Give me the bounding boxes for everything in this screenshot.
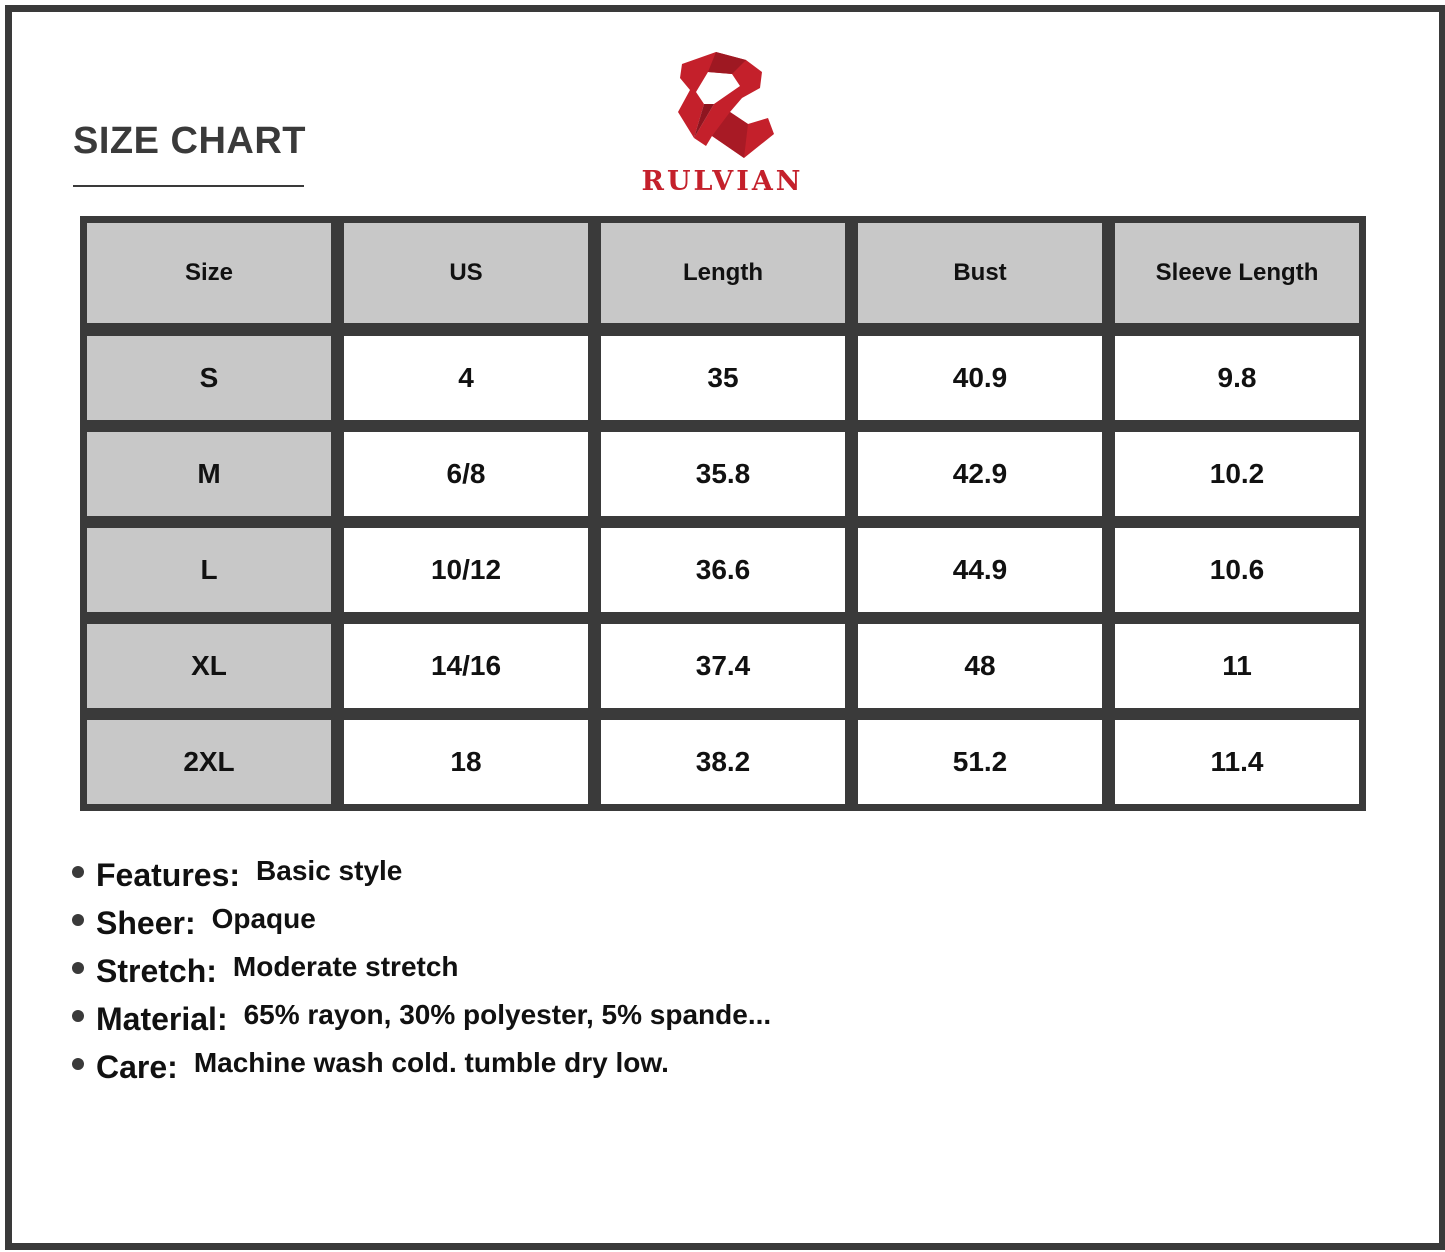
- size-cell-m: M: [87, 432, 331, 516]
- title-underline: [73, 185, 304, 187]
- feature-label: Stretch:: [96, 952, 217, 989]
- length-cell: 38.2: [601, 720, 845, 804]
- us-cell: 18: [344, 720, 588, 804]
- size-chart-table: [80, 216, 1366, 811]
- header-cell-us: US: [344, 223, 588, 323]
- feature-label: Features:: [96, 856, 241, 893]
- bullet-icon: [72, 1010, 84, 1022]
- feature-value: Basic style: [256, 855, 403, 886]
- bullet-icon: [72, 962, 84, 974]
- header-cell-length: Length: [601, 223, 845, 323]
- length-cell: 35: [601, 336, 845, 420]
- bullet-icon: [72, 1058, 84, 1070]
- feature-label: Care:: [96, 1048, 178, 1085]
- brand-logo-icon: [668, 52, 778, 164]
- feature-label: Material:: [96, 1000, 228, 1037]
- feature-item-stretch: [72, 944, 771, 992]
- feature-list: [72, 848, 771, 1088]
- feature-item-care: [72, 1040, 771, 1088]
- feature-value: 65% rayon, 30% polyester, 5% spande...: [243, 999, 772, 1030]
- length-cell: 36.6: [601, 528, 845, 612]
- feature-item-material: [72, 992, 771, 1040]
- header-cell-size: Size: [87, 223, 331, 323]
- us-cell: 14/16: [344, 624, 588, 708]
- bullet-icon: [72, 866, 84, 878]
- bust-cell: 48: [858, 624, 1102, 708]
- length-cell: 35.8: [601, 432, 845, 516]
- sleeve-length-cell: 9.8: [1115, 336, 1359, 420]
- length-cell: 37.4: [601, 624, 845, 708]
- header-cell-bust: Bust: [858, 223, 1102, 323]
- sleeve-length-cell: 11.4: [1115, 720, 1359, 804]
- bullet-icon: [72, 914, 84, 926]
- bust-cell: 40.9: [858, 336, 1102, 420]
- bust-cell: 44.9: [858, 528, 1102, 612]
- feature-label: Sheer:: [96, 904, 196, 941]
- feature-item-sheer: [72, 896, 771, 944]
- sleeve-length-cell: 10.6: [1115, 528, 1359, 612]
- us-cell: 4: [344, 336, 588, 420]
- feature-value: Opaque: [211, 903, 316, 934]
- feature-value: Machine wash cold. tumble dry low.: [193, 1047, 669, 1078]
- us-cell: 6/8: [344, 432, 588, 516]
- us-cell: 10/12: [344, 528, 588, 612]
- brand-name: RULVIAN: [641, 166, 804, 197]
- size-cell-xl: XL: [87, 624, 331, 708]
- sleeve-length-cell: 10.2: [1115, 432, 1359, 516]
- size-cell-2xl: 2XL: [87, 720, 331, 804]
- header-cell-sleeve-length: Sleeve Length: [1115, 223, 1359, 323]
- bust-cell: 42.9: [858, 432, 1102, 516]
- page-title: SIZE CHART: [73, 120, 306, 162]
- bust-cell: 51.2: [858, 720, 1102, 804]
- feature-item-features: [72, 848, 771, 896]
- size-cell-l: L: [87, 528, 331, 612]
- sleeve-length-cell: 11: [1115, 624, 1359, 708]
- size-cell-s: S: [87, 336, 331, 420]
- feature-value: Moderate stretch: [232, 951, 459, 982]
